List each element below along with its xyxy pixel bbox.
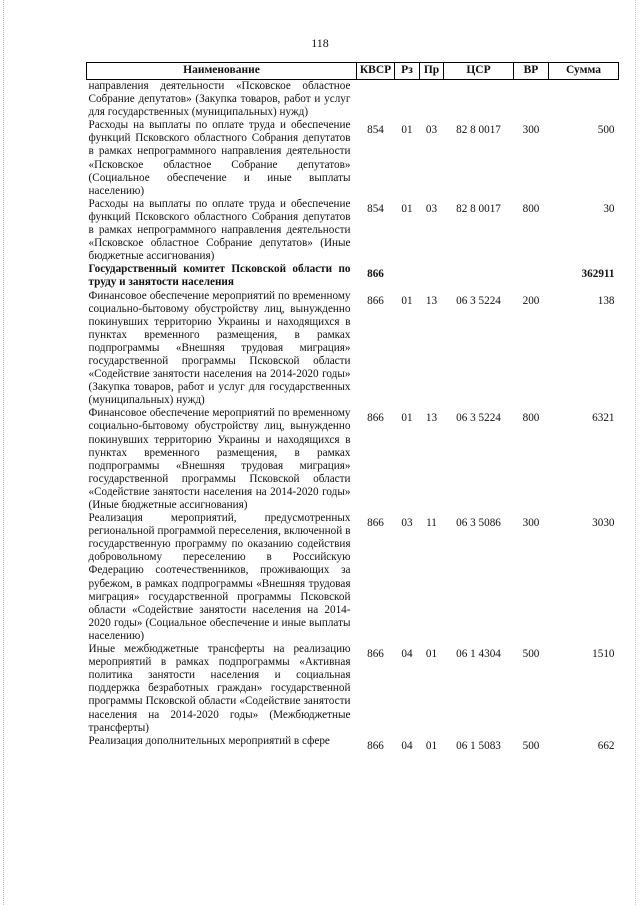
cell-kvsr: 854 [367, 124, 384, 137]
cell-name: Реализация дополнительных мероприятий в сфере [88, 734, 330, 747]
table-row [87, 263, 619, 289]
cell-vr: 800 [522, 412, 540, 425]
cell-name: Расходы на выплаты по оплате труда и обеспечение функций Псковского областного Собрания депутатов в рамках непрограммного направления деятельности «Псковское областное Собрание депутатов» (Социальное обеспечение и иные выплаты населению) [88, 119, 351, 197]
cell-kvsr: 866 [367, 517, 384, 530]
cell-pr: 11 [426, 517, 437, 530]
cell-kvsr: 866 [367, 739, 384, 752]
cell-vr: 500 [522, 739, 540, 752]
scan-edge-left [3, 0, 5, 905]
header-name: Наименование [87, 63, 357, 80]
table-row [87, 290, 619, 408]
cell-name: Финансовое обеспечение мероприятий по временному социально-бытовому обустройству лиц, вынужденно покинувших территорию Украины и находящихся в пунктах временного размещения, в рамках подпрограммы «Внешняя трудовая миграция» государственной программы Псковской области «Содействие занятости населения на 2014-2020 годы» (Иные бюджетные ассигнования) [88, 407, 351, 511]
cell-rz: 01 [401, 412, 413, 425]
cell-vr: 300 [522, 517, 540, 530]
header-vr: ВР [514, 63, 549, 80]
cell-kvsr: 866 [367, 294, 384, 307]
cell-sum: 662 [597, 739, 615, 752]
budget-table [86, 62, 619, 753]
cell-csr: 06 3 5224 [456, 294, 501, 307]
header-sum: Сумма [549, 63, 619, 80]
cell-sum [549, 80, 619, 120]
cell-kvsr: 866 [367, 648, 384, 661]
cell-pr: 01 [425, 648, 438, 661]
cell-csr: 06 3 5086 [456, 517, 501, 530]
cell-sum: 6321 [592, 412, 615, 425]
cell-csr: 82 8 0017 [456, 202, 501, 215]
table-row [87, 735, 619, 753]
cell-pr [420, 80, 444, 120]
cell-sum: 500 [597, 124, 615, 137]
cell-pr: 03 [425, 124, 438, 137]
cell-csr: 06 1 5083 [456, 739, 501, 752]
cell-name: Государственный комитет Псковской области по труду и занятости населения [88, 263, 351, 289]
cell-kvsr: 854 [367, 202, 384, 215]
cell-rz [395, 263, 420, 289]
cell-rz: 04 [401, 739, 413, 752]
cell-vr [514, 80, 549, 120]
page-number: 118 [311, 36, 329, 50]
cell-kvsr: 866 [367, 268, 384, 281]
cell-sum: 1510 [592, 648, 615, 661]
cell-kvsr [357, 80, 395, 120]
scan-edge-right [635, 0, 637, 905]
cell-sum: 362911 [581, 268, 615, 281]
cell-pr: 13 [425, 294, 438, 307]
cell-rz: 01 [401, 202, 413, 215]
table-row [87, 119, 619, 198]
cell-pr [420, 263, 444, 289]
cell-vr [514, 263, 549, 289]
table-row [87, 407, 619, 512]
cell-name: Расходы на выплаты по оплате труда и обеспечение функций Псковского областного Собрания депутатов в рамках непрограммного направления деятельности «Псковское областное Собрание депутатов» (Иные бюджетные ассигнования) [88, 197, 351, 263]
table-header-row [87, 63, 619, 80]
cell-rz [395, 80, 420, 120]
cell-vr: 200 [522, 294, 540, 307]
cell-name: направления деятельности «Псковское областное Собрание депутатов» (Закупка товаров, работ и услуг для государственных (муниципальных) нужд) [88, 80, 351, 119]
cell-rz: 01 [401, 124, 413, 137]
header-csr: ЦСР [444, 63, 514, 80]
cell-csr [444, 263, 514, 289]
cell-csr: 06 3 5224 [456, 412, 501, 425]
cell-vr: 300 [522, 124, 540, 137]
cell-kvsr: 866 [367, 412, 384, 425]
cell-csr: 06 1 4304 [456, 648, 501, 661]
cell-rz: 04 [401, 648, 413, 661]
cell-rz: 03 [401, 517, 413, 530]
cell-vr: 500 [522, 648, 540, 661]
cell-csr [444, 80, 514, 120]
cell-vr: 800 [522, 202, 540, 215]
cell-pr: 13 [425, 412, 438, 425]
header-kvsr: КВСР [357, 63, 395, 80]
cell-name: Финансовое обеспечение мероприятий по временному социально-бытовому обустройству лиц, вынужденно покинувших территорию Украины и находящихся в пунктах временного размещения, в рамках подпрограммы «Внешняя трудовая миграция» государственной программы Псковской области «Содействие занятости населения на 2014-2020 годы» (Закупка товаров, работ и услуг для государственных (муниципальных) нужд) [88, 289, 351, 407]
header-pr: Пр [420, 63, 444, 80]
table-row [87, 198, 619, 263]
cell-pr: 01 [425, 739, 438, 752]
cell-csr: 82 8 0017 [456, 124, 501, 137]
cell-rz: 01 [401, 294, 413, 307]
header-rz: Рз [395, 63, 420, 80]
cell-name: Иные межбюджетные трансферты на реализацию мероприятий в рамках подпрограммы «Активная политика занятости населения и социальная поддержка безработных граждан» государственной программы Псковской области «Содействие занятости населения на 2014-2020 годы» (Межбюджетные трансферты) [88, 643, 351, 734]
table-row [87, 512, 619, 643]
table-row [87, 80, 619, 120]
cell-name: Реализация мероприятий, предусмотренных региональной программой переселения, включенной в государственную программу по оказанию содействия добровольному переселению в Российскую Федерацию соотечественников, проживающих за рубежом, в рамках подпрограммы «Внешняя трудовая миграция» государственной программы Псковской области «Содействие занятости населения на 2014-2020 годы» (Социальное обеспечение и иные выплаты населению) [88, 512, 351, 642]
cell-sum: 3030 [592, 517, 615, 530]
cell-sum: 138 [597, 294, 615, 307]
table-row [87, 643, 619, 735]
cell-sum: 30 [603, 202, 615, 215]
cell-pr: 03 [425, 202, 438, 215]
